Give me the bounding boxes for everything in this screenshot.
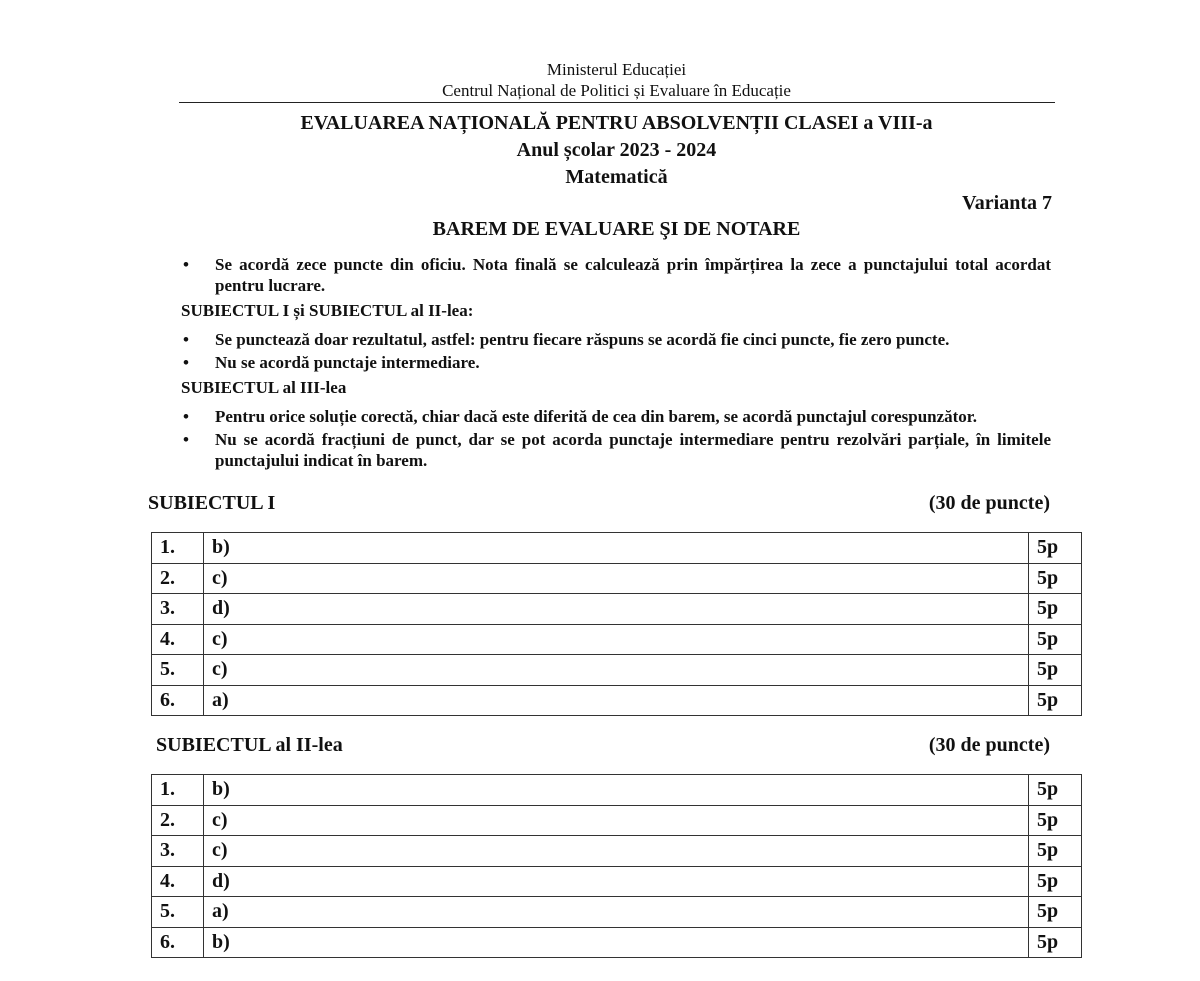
item-points: 5p [1029, 624, 1082, 655]
note-s12-2 [181, 352, 1051, 373]
item-number: 6. [152, 685, 204, 716]
note-s12-1 [181, 329, 1051, 350]
table-row [152, 563, 1082, 594]
bullet-icon: • [183, 407, 189, 426]
note-general [181, 254, 1051, 296]
s3-label: SUBIECTUL al III-lea [181, 378, 347, 397]
item-answer: c) [204, 655, 1029, 686]
exam-title: EVALUAREA NAȚIONALĂ PENTRU ABSOLVENȚII CLASEI a VIII-a [300, 112, 933, 134]
item-number: 4. [152, 624, 204, 655]
item-points: 5p [1029, 563, 1082, 594]
item-answer: c) [204, 624, 1029, 655]
item-points: 5p [1029, 655, 1082, 686]
item-answer: d) [204, 594, 1029, 625]
item-number: 1. [152, 533, 204, 564]
item-points: 5p [1029, 836, 1082, 867]
item-answer: b) [204, 775, 1029, 806]
item-number: 5. [152, 897, 204, 928]
item-points: 5p [1029, 775, 1082, 806]
item-answer: c) [204, 836, 1029, 867]
note-text: Se punctează doar rezultatul, astfel: pentru fiecare răspuns se acordă fie cinci puncte, fie zero puncte. [215, 330, 950, 349]
item-points: 5p [1029, 866, 1082, 897]
item-points: 5p [1029, 594, 1082, 625]
header-divider [179, 102, 1055, 103]
bullet-icon: • [183, 430, 189, 449]
general-notes [181, 254, 1051, 471]
subiect1-table [151, 532, 1082, 716]
note-text: Nu se acordă fracțiuni de punct, dar se pot acorda punctaje intermediare pentru rezolvări parțiale, în limitele punctajului indicat în barem. [215, 430, 1051, 470]
subiect2-points: (30 de puncte) [928, 734, 1050, 756]
s12-label: SUBIECTUL I și SUBIECTUL al II-lea: [181, 301, 474, 320]
table-row [152, 805, 1082, 836]
item-number: 3. [152, 594, 204, 625]
table-row [152, 866, 1082, 897]
table-row [152, 655, 1082, 686]
item-number: 6. [152, 927, 204, 958]
item-points: 5p [1029, 805, 1082, 836]
variant-label: Varianta 7 [962, 192, 1052, 214]
item-answer: c) [204, 563, 1029, 594]
item-points: 5p [1029, 927, 1082, 958]
note-text: Pentru orice soluție corectă, chiar dacă este diferită de cea din barem, se acordă punctajul corespunzător. [215, 407, 978, 426]
table-row [152, 775, 1082, 806]
table-row [152, 927, 1082, 958]
table-row [152, 897, 1082, 928]
bullet-icon: • [183, 330, 189, 349]
subiect1-heading: SUBIECTUL I [148, 492, 276, 514]
item-points: 5p [1029, 897, 1082, 928]
item-answer: b) [204, 927, 1029, 958]
school-year: Anul școlar 2023 - 2024 [516, 139, 717, 161]
table-row [152, 594, 1082, 625]
subject-name: Matematică [565, 166, 668, 188]
item-number: 2. [152, 563, 204, 594]
item-number: 2. [152, 805, 204, 836]
item-number: 3. [152, 836, 204, 867]
note-s3-1 [181, 406, 1051, 427]
note-s3-2 [181, 429, 1051, 471]
item-answer: a) [204, 685, 1029, 716]
ministry-name: Ministerul Educației [546, 60, 687, 79]
item-answer: d) [204, 866, 1029, 897]
bullet-icon: • [183, 255, 189, 274]
table-row [152, 685, 1082, 716]
note-text: Nu se acordă punctaje intermediare. [215, 353, 480, 372]
item-answer: a) [204, 897, 1029, 928]
table-row [152, 533, 1082, 564]
bullet-icon: • [183, 353, 189, 372]
item-number: 1. [152, 775, 204, 806]
item-answer: c) [204, 805, 1029, 836]
subiect2-table [151, 774, 1082, 958]
item-number: 5. [152, 655, 204, 686]
table-row [152, 836, 1082, 867]
table-row [152, 624, 1082, 655]
note-text: Se acordă zece puncte din oficiu. Nota finală se calculează prin împărțirea la zece a punctajului total acordat pentru lucrare. [215, 255, 1051, 295]
item-number: 4. [152, 866, 204, 897]
item-points: 5p [1029, 685, 1082, 716]
item-answer: b) [204, 533, 1029, 564]
subiect2-heading: SUBIECTUL al II-lea [156, 734, 343, 756]
barem-title: BAREM DE EVALUARE ŞI DE NOTARE [432, 218, 801, 240]
center-name: Centrul Național de Politici și Evaluare în Educație [442, 81, 791, 100]
item-points: 5p [1029, 533, 1082, 564]
subiect1-points: (30 de puncte) [928, 492, 1050, 514]
